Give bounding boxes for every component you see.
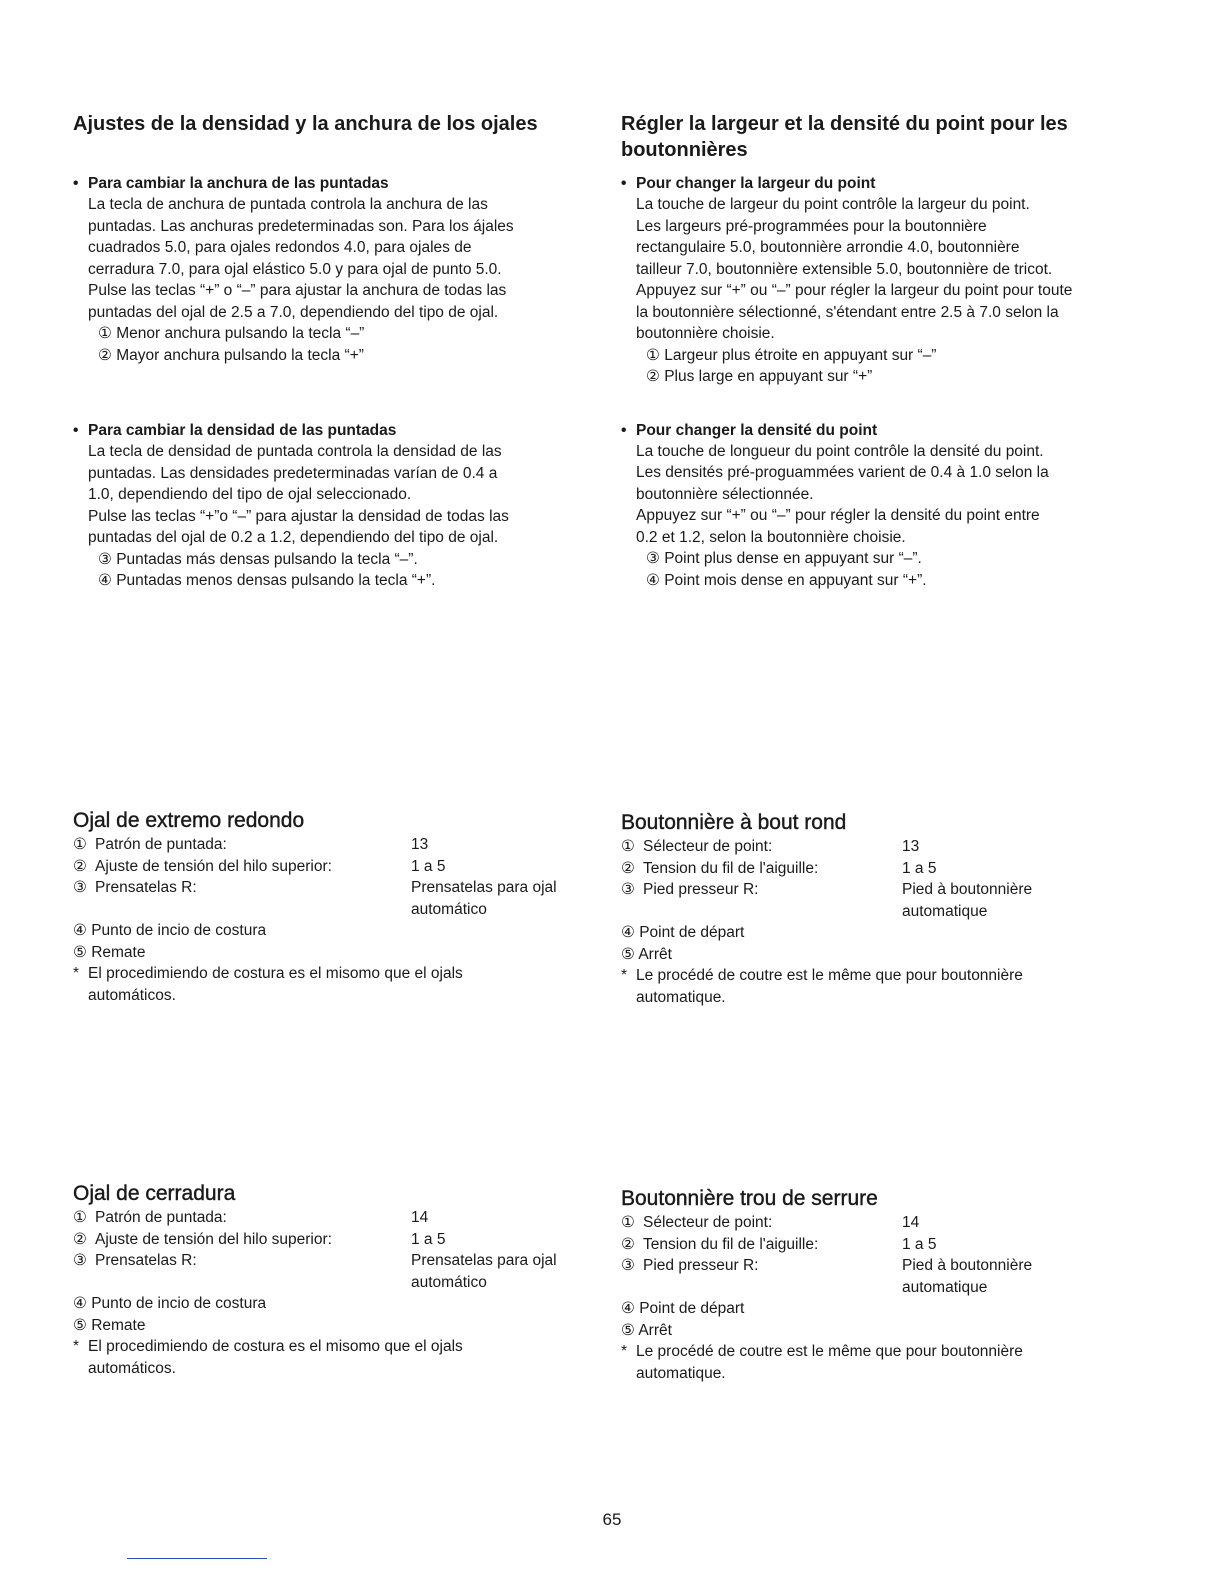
setting-label: Sélecteur de point: bbox=[643, 1214, 773, 1231]
text-line: la boutonnière sélectionné, s'étendant entre 2.5 à 7.0 selon la bbox=[636, 303, 1059, 321]
setting-value: automatique bbox=[902, 1278, 988, 1296]
setting-value: 1 a 5 bbox=[902, 1235, 937, 1253]
setting-value: 13 bbox=[411, 836, 429, 853]
circled-number: ① bbox=[73, 836, 87, 853]
text-line: automatique. bbox=[636, 988, 726, 1006]
setting-value: automático bbox=[411, 1273, 487, 1291]
text-line: boutonnière choisie. bbox=[636, 325, 775, 342]
es-round-section bbox=[73, 808, 593, 1006]
es-keyhole-note bbox=[73, 1336, 593, 1379]
settings-row bbox=[73, 1229, 557, 1251]
fr-round-end: ⑤ Arrêt bbox=[621, 945, 672, 963]
text-line: puntadas del ojal de 2.5 a 7.0, dependiendo del tipo de ojal. bbox=[88, 303, 499, 321]
fr-keyhole-end: ⑤ Arrêt bbox=[621, 1321, 672, 1339]
text-line: El procedimiendo de costura es el misomo que el ojals bbox=[88, 1338, 463, 1355]
settings-row bbox=[73, 834, 557, 856]
settings-row bbox=[621, 858, 1032, 880]
circled-number: ① bbox=[621, 1214, 635, 1231]
asterisk: * bbox=[73, 1338, 80, 1355]
text-line: 1.0, dependiendo del tipo de ojal seleccionado. bbox=[88, 486, 412, 503]
settings-row bbox=[621, 879, 1032, 922]
setting-value: 14 bbox=[902, 1214, 920, 1231]
es-keyhole-start: ④ Punto de incio de costura bbox=[73, 1295, 267, 1312]
settings-row bbox=[621, 836, 1032, 858]
text-line: Le procédé de coutre est le même que pour boutonnière bbox=[636, 1343, 1023, 1360]
fr-keyhole-start: ④ Point de départ bbox=[621, 1300, 745, 1317]
setting-label: Patrón de puntada: bbox=[95, 836, 227, 853]
fr-width-text bbox=[621, 194, 1181, 345]
circled-number: ③ bbox=[621, 1257, 635, 1274]
fr-width-item-2: ② Plus large en appuyant sur “+” bbox=[646, 368, 873, 385]
setting-value: Pied à boutonnière bbox=[902, 881, 1033, 898]
setting-label: Patrón de puntada: bbox=[95, 1209, 227, 1226]
text-line: cerradura 7.0, para ojal elástico 5.0 y para ojal de punto 5.0. bbox=[88, 260, 502, 278]
fr-round-note bbox=[621, 965, 1181, 1008]
es-round-start: ④ Punto de incio de costura bbox=[73, 922, 267, 939]
text-line: Les densités pré-proguammées varient de 0.4 à 1.0 selon la bbox=[636, 464, 1049, 481]
fr-keyhole-title: Boutonnière trou de serrure bbox=[621, 1187, 878, 1210]
settings-row bbox=[621, 1255, 1032, 1298]
circled-number: ② bbox=[73, 857, 87, 875]
settings-row bbox=[73, 877, 557, 920]
es-density-item-3: ③ Puntadas más densas pulsando la tecla “–”. bbox=[98, 550, 418, 568]
fr-round-settings bbox=[621, 836, 1032, 922]
circled-number: ① bbox=[621, 838, 635, 855]
settings-row bbox=[73, 1207, 557, 1229]
settings-row bbox=[73, 1250, 557, 1293]
text-line: Appuyez sur “+” ou “–” pour régler la densité du point entre bbox=[636, 507, 1040, 524]
setting-value: 1 a 5 bbox=[411, 1230, 446, 1248]
circled-number: ② bbox=[621, 1235, 635, 1253]
fr-keyhole-section bbox=[621, 1186, 1181, 1384]
setting-value: Pied à boutonnière bbox=[902, 1257, 1033, 1274]
circled-number: ③ bbox=[73, 879, 87, 896]
es-keyhole-title: Ojal de cerradura bbox=[73, 1182, 236, 1205]
fr-keyhole-settings bbox=[621, 1212, 1032, 1298]
fr-density-text bbox=[621, 441, 1181, 549]
text-line: Le procédé de coutre est le même que pour boutonnière bbox=[636, 967, 1023, 984]
es-density-item-4: ④ Puntadas menos densas pulsando la tecla “+”. bbox=[98, 572, 436, 589]
setting-label: Tension du fil de l'aiguille: bbox=[643, 1235, 819, 1253]
text-line: Pulse las teclas “+” o “–” para ajustar la anchura de todas las bbox=[88, 282, 507, 299]
es-density-title: Ajustes de la densidad y la anchura de los ojales bbox=[73, 113, 538, 135]
es-round-settings bbox=[73, 834, 557, 920]
text-line: automáticos. bbox=[88, 1359, 176, 1377]
fr-density-title-line1: Régler la largeur et la densité du point pour les bbox=[621, 113, 1068, 135]
asterisk: * bbox=[621, 1343, 628, 1360]
es-width-item-1: ① Menor anchura pulsando la tecla “–” bbox=[98, 325, 365, 342]
text-line: boutonnière sélectionnée. bbox=[636, 485, 814, 503]
settings-row bbox=[73, 856, 557, 878]
es-round-title: Ojal de extremo redondo bbox=[73, 809, 305, 832]
setting-value: 13 bbox=[902, 838, 920, 855]
fr-density-subtitle: • Pour changer la densité du point bbox=[621, 420, 1181, 441]
es-keyhole-settings bbox=[73, 1207, 557, 1293]
text-line: Pulse las teclas “+”o “–” para ajustar la densidad de todas las bbox=[88, 507, 509, 525]
setting-value: Prensatelas para ojal bbox=[411, 1252, 557, 1269]
es-width-text bbox=[73, 194, 593, 323]
text-line: rectangulaire 5.0, boutonnière arrondie 4.0, boutonnière bbox=[636, 239, 1020, 256]
fr-width-title: • Pour changer la largeur du point bbox=[621, 173, 1181, 194]
setting-value: Prensatelas para ojal bbox=[411, 879, 557, 896]
text-line: automáticos. bbox=[88, 986, 176, 1004]
text-line: puntadas. Las densidades predeterminadas varían de 0.4 a bbox=[88, 464, 498, 482]
es-keyhole-end: ⑤ Remate bbox=[73, 1316, 146, 1334]
circled-number: ① bbox=[73, 1209, 87, 1226]
setting-value: automático bbox=[411, 900, 487, 918]
page-number: 65 bbox=[602, 1510, 622, 1529]
text-line: cuadrados 5.0, para ojales redondos 4.0, para ojales de bbox=[88, 239, 472, 256]
es-density-text bbox=[73, 441, 593, 549]
fr-round-start: ④ Point de départ bbox=[621, 924, 745, 941]
es-width-title: • Para cambiar la anchura de las puntadas bbox=[73, 173, 593, 194]
circled-number: ③ bbox=[73, 1252, 87, 1269]
text-line: puntadas. Las anchuras predeterminadas son. Para los ájales bbox=[88, 217, 514, 235]
setting-value: automatique bbox=[902, 902, 988, 920]
es-density-subtitle: • Para cambiar la densidad de las puntadas bbox=[73, 420, 593, 441]
setting-value: 1 a 5 bbox=[902, 859, 937, 877]
setting-value: 1 a 5 bbox=[411, 857, 446, 875]
fr-density-title-line2: boutonnières bbox=[621, 139, 748, 161]
setting-label: Prensatelas R: bbox=[95, 879, 197, 896]
asterisk: * bbox=[73, 965, 80, 982]
fr-round-section bbox=[621, 810, 1181, 1008]
es-density-section bbox=[73, 111, 593, 592]
es-keyhole-section bbox=[73, 1181, 593, 1379]
fr-density-section bbox=[621, 111, 1181, 591]
circled-number: ② bbox=[621, 859, 635, 877]
text-line: El procedimiendo de costura es el misomo que el ojals bbox=[88, 965, 463, 982]
setting-label: Ajuste de tensión del hilo superior: bbox=[95, 857, 332, 875]
fr-width-item-1: ① Largeur plus étroite en appuyant sur “–” bbox=[646, 346, 937, 364]
text-line: 0.2 et 1.2, selon la boutonnière choisie. bbox=[636, 528, 906, 546]
setting-label: Pied presseur R: bbox=[643, 881, 759, 898]
text-line: Les largeurs pré-programmées pour la boutonnière bbox=[636, 217, 987, 235]
text-line: La tecla de densidad de puntada controla la densidad de las bbox=[88, 443, 502, 460]
text-line: tailleur 7.0, boutonnière extensible 5.0, boutonnière de tricot. bbox=[636, 260, 1053, 278]
fr-round-title: Boutonnière à bout rond bbox=[621, 811, 847, 834]
setting-label: Pied presseur R: bbox=[643, 1257, 759, 1274]
text-line: La touche de largeur du point contrôle la largeur du point. bbox=[636, 196, 1030, 213]
es-round-note bbox=[73, 963, 593, 1006]
fr-density-item-4: ④ Point mois dense en appuyant sur “+”. bbox=[646, 571, 927, 589]
footer-rule bbox=[127, 1558, 267, 1559]
fr-density-item-3: ③ Point plus dense en appuyant sur “–”. bbox=[646, 550, 922, 567]
es-round-end: ⑤ Remate bbox=[73, 943, 146, 961]
text-line: automatique. bbox=[636, 1364, 726, 1382]
settings-row bbox=[621, 1212, 1032, 1234]
setting-label: Prensatelas R: bbox=[95, 1252, 197, 1269]
text-line: Appuyez sur “+” ou “–” pour régler la largeur du point pour toute bbox=[636, 282, 1073, 299]
setting-label: Tension du fil de l'aiguille: bbox=[643, 859, 819, 877]
setting-value: 14 bbox=[411, 1209, 429, 1226]
setting-label: Sélecteur de point: bbox=[643, 838, 773, 855]
asterisk: * bbox=[621, 967, 628, 984]
settings-row bbox=[621, 1234, 1032, 1256]
fr-keyhole-note bbox=[621, 1341, 1181, 1384]
circled-number: ② bbox=[73, 1230, 87, 1248]
text-line: La touche de longueur du point contrôle la densité du point. bbox=[636, 442, 1044, 460]
text-line: puntadas del ojal de 0.2 a 1.2, dependiendo del tipo de ojal. bbox=[88, 529, 499, 546]
text-line: La tecla de anchura de puntada controla la anchura de las bbox=[88, 196, 488, 213]
circled-number: ③ bbox=[621, 881, 635, 898]
setting-label: Ajuste de tensión del hilo superior: bbox=[95, 1230, 332, 1248]
es-width-item-2: ② Mayor anchura pulsando la tecla “+” bbox=[98, 346, 364, 364]
